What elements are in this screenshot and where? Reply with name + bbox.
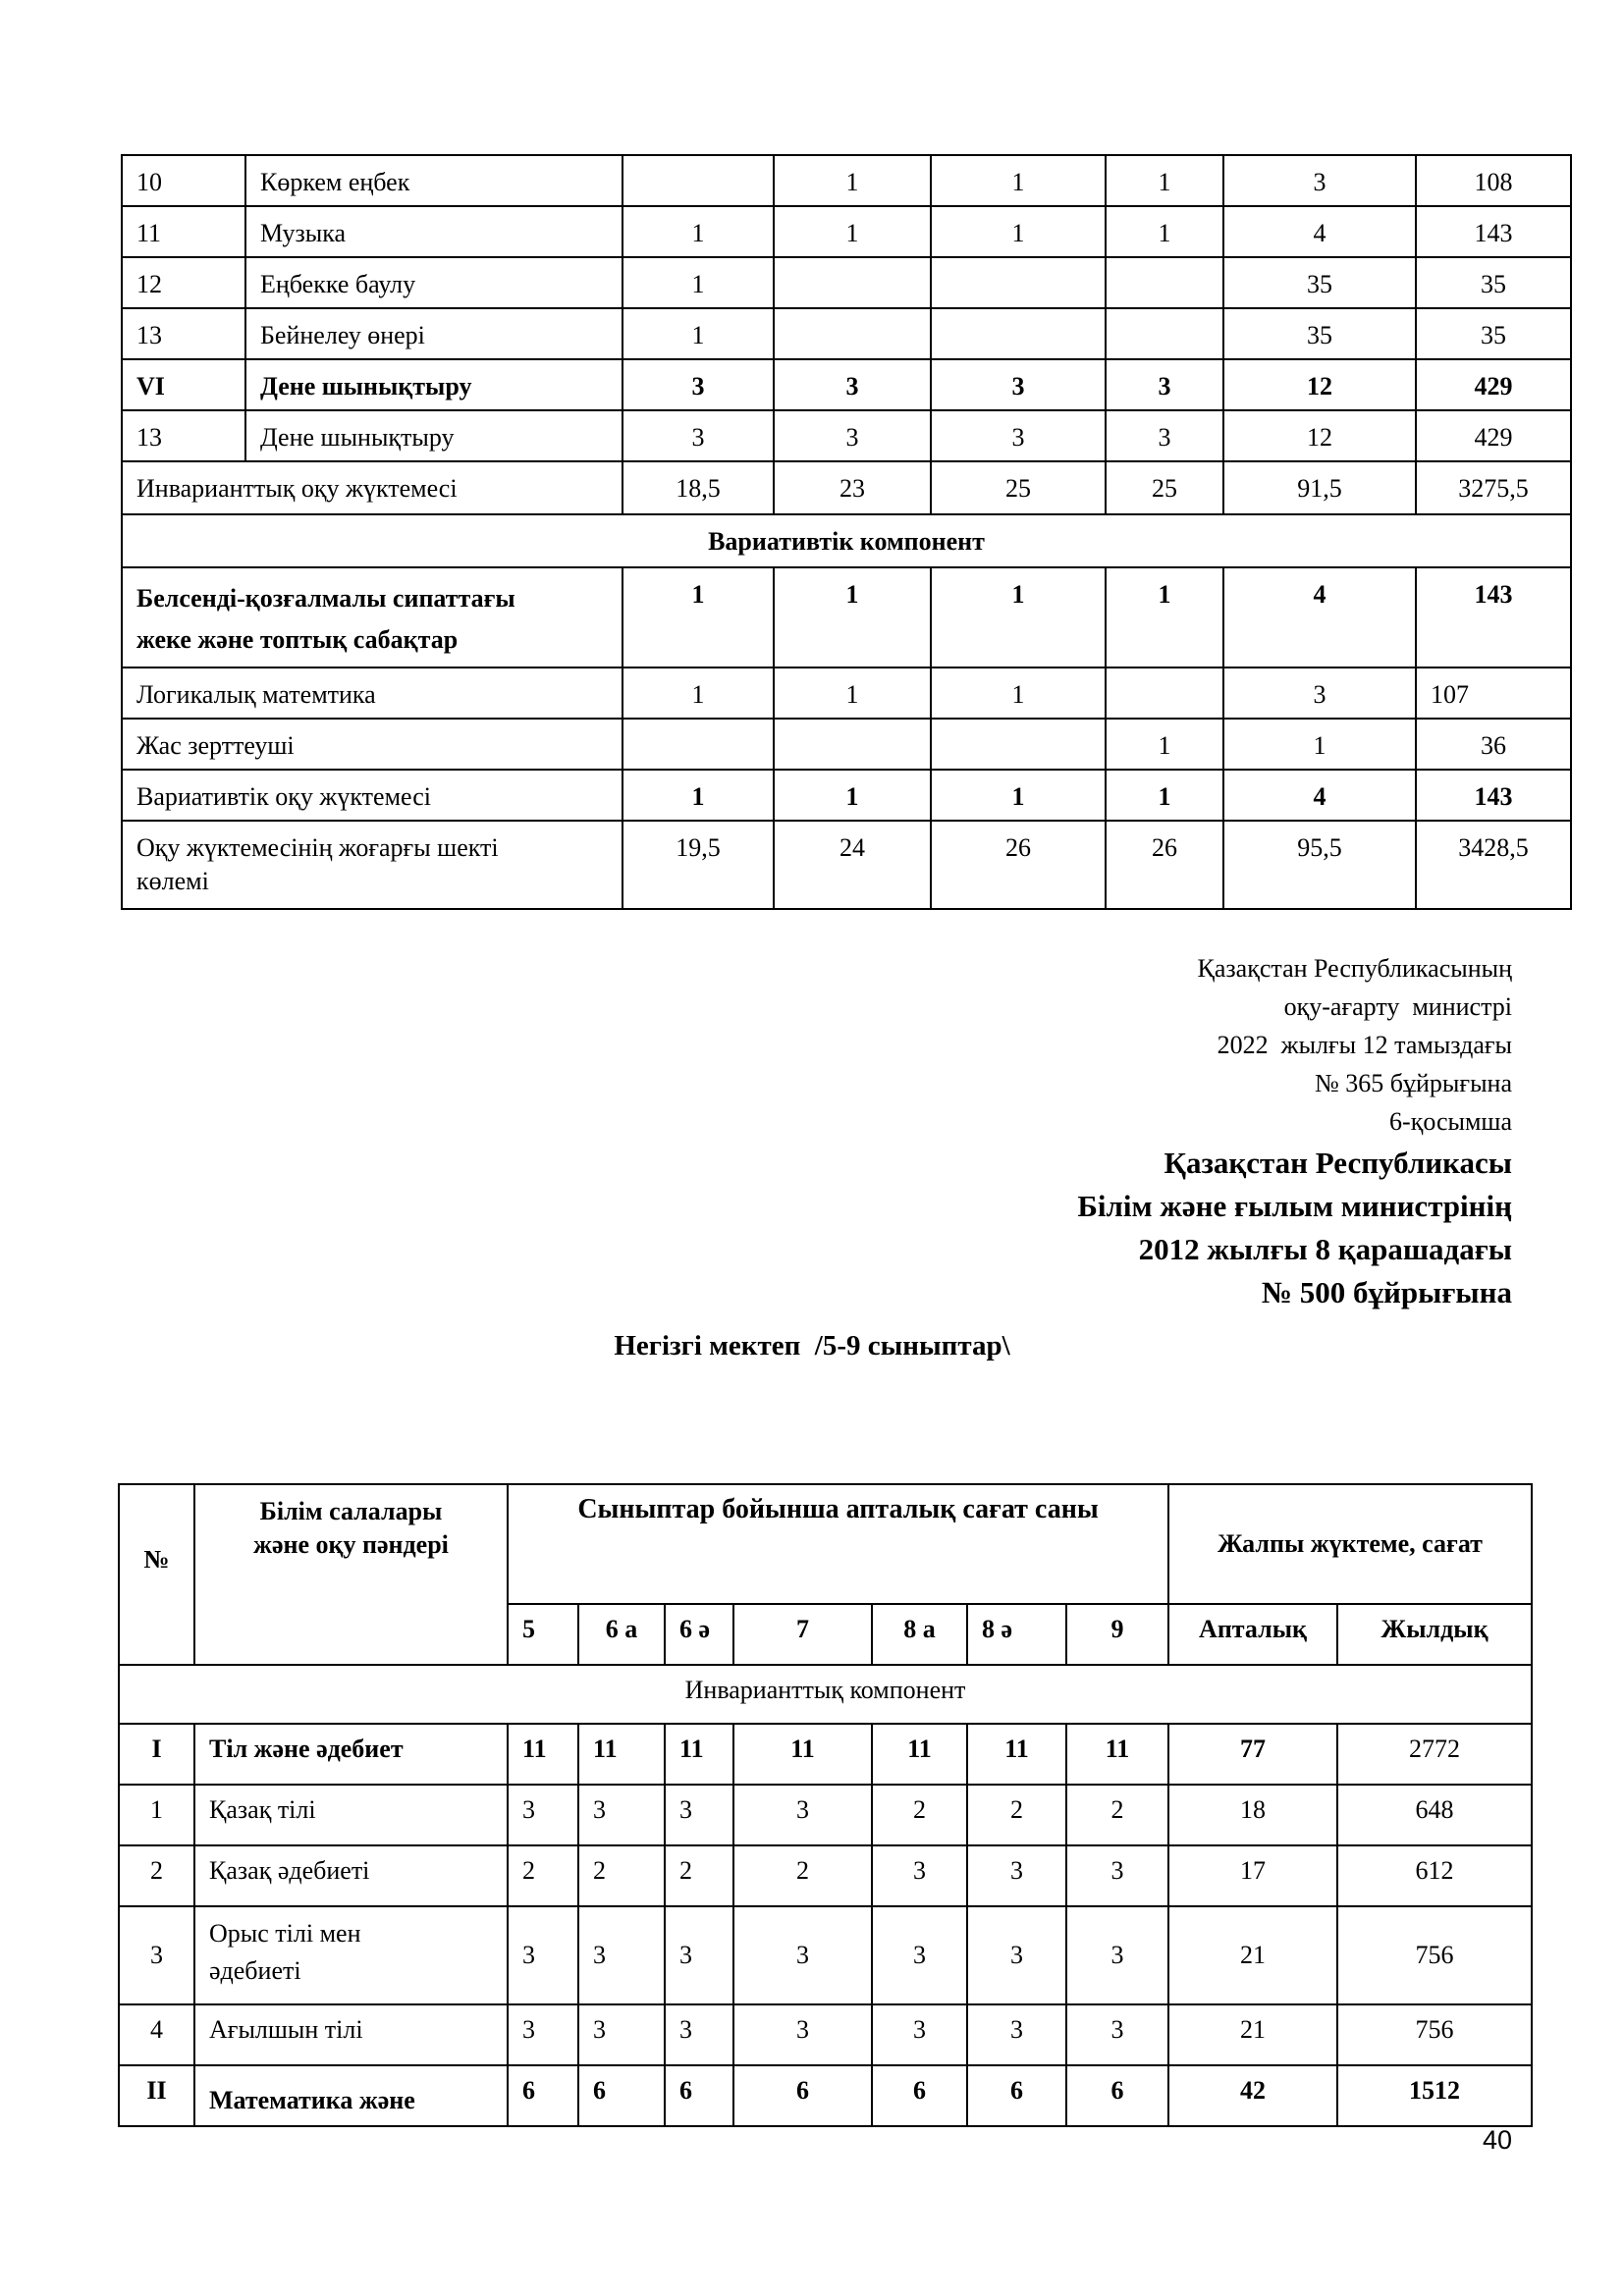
- hours-cell: 3: [1106, 410, 1223, 461]
- table-header-row: [119, 1484, 1532, 1604]
- subject-name: Қазақ әдебиеті: [194, 1845, 508, 1906]
- variative-load-row: [122, 770, 1571, 821]
- weekly-total: 42: [1168, 2065, 1337, 2126]
- table-row: [122, 719, 1571, 770]
- hours-cell: 3: [665, 1906, 733, 2004]
- row-number: 13: [122, 308, 245, 359]
- hours-cell: 3: [578, 1785, 665, 1845]
- weekly-total: 12: [1223, 410, 1416, 461]
- hours-cell: 3: [623, 410, 774, 461]
- row-number: 2: [119, 1845, 194, 1906]
- row-number: 10: [122, 155, 245, 206]
- weekly-header: Апталық: [1168, 1604, 1337, 1665]
- hours-cell: 11: [578, 1724, 665, 1785]
- weekly-total: 4: [1223, 567, 1416, 667]
- hours-cell: 1: [1106, 206, 1223, 257]
- label-line: Оқу жүктемесінің жоғарғы шекті: [136, 833, 499, 862]
- variative-subject: Логикалық матемтика: [122, 667, 623, 719]
- yearly-total: 143: [1416, 206, 1571, 257]
- hours-cell: [623, 155, 774, 206]
- hours-cell: 1: [774, 206, 931, 257]
- hours-cell: 26: [1106, 821, 1223, 909]
- hours-cell: 2: [508, 1845, 578, 1906]
- hours-cell: 1: [931, 567, 1106, 667]
- subject-line: әдебиеті: [209, 1956, 301, 1985]
- subject-line: Орыс тілі мен: [209, 1919, 361, 1948]
- hours-cell: 1: [774, 667, 931, 719]
- hours-cell: 23: [774, 461, 931, 514]
- notice-line: № 365 бұйрығына: [1314, 1069, 1512, 1097]
- subject-line: Белсенді-қозғалмалы сипаттағы: [136, 584, 515, 613]
- yearly-total: 756: [1337, 2004, 1532, 2065]
- hours-cell: 25: [931, 461, 1106, 514]
- table-row-section: [122, 359, 1571, 410]
- hours-cell: 26: [931, 821, 1106, 909]
- classes-header: Сыныптар бойынша апталық сағат саны: [508, 1484, 1168, 1604]
- hours-cell: 25: [1106, 461, 1223, 514]
- hours-cell: 3: [1106, 359, 1223, 410]
- hours-cell: 3: [872, 2004, 967, 2065]
- weekly-total: 35: [1223, 257, 1416, 308]
- hours-cell: 3: [1066, 2004, 1168, 2065]
- hours-cell: 6: [1066, 2065, 1168, 2126]
- hours-cell: 3: [733, 2004, 872, 2065]
- hours-cell: 1: [623, 257, 774, 308]
- hours-cell: 19,5: [623, 821, 774, 909]
- hours-cell: [774, 257, 931, 308]
- variative-load-label: Вариативтік оқу жүктемесі: [122, 770, 623, 821]
- grade-header: 8 а: [872, 1604, 967, 1665]
- hours-cell: [931, 308, 1106, 359]
- hours-cell: [1106, 667, 1223, 719]
- hours-cell: 3: [1066, 1845, 1168, 1906]
- subject-name: Дене шынықтыру: [245, 410, 623, 461]
- hours-cell: 11: [967, 1724, 1066, 1785]
- yearly-total: 648: [1337, 1785, 1532, 1845]
- yearly-total: 143: [1416, 567, 1571, 667]
- yearly-total: 108: [1416, 155, 1571, 206]
- hours-cell: 3: [733, 1906, 872, 2004]
- table-row-section: [119, 2065, 1532, 2126]
- invariant-component-header: Инварианттық компонент: [119, 1665, 1532, 1724]
- label-line: көлемі: [136, 867, 209, 895]
- hours-cell: 1: [1106, 770, 1223, 821]
- hours-cell: 3: [967, 1906, 1066, 2004]
- hours-cell: [931, 719, 1106, 770]
- hours-cell: [1106, 308, 1223, 359]
- yearly-header: Жылдық: [1337, 1604, 1532, 1665]
- hours-cell: 1: [623, 308, 774, 359]
- subject-name: Еңбекке баулу: [245, 257, 623, 308]
- hours-cell: 3: [967, 1845, 1066, 1906]
- yearly-total: 612: [1337, 1845, 1532, 1906]
- hours-cell: 6: [967, 2065, 1066, 2126]
- hours-cell: 3: [872, 1906, 967, 2004]
- hours-cell: 2: [665, 1845, 733, 1906]
- page-title: Негізгі мектеп /5-9 сыныптар\: [614, 1330, 1010, 1362]
- variative-header-row: [122, 514, 1571, 567]
- weekly-total: 77: [1168, 1724, 1337, 1785]
- annex-notice: [1198, 949, 1512, 1141]
- subject-name: Ағылшын тілі: [194, 2004, 508, 2065]
- hours-cell: 6: [872, 2065, 967, 2126]
- section-number: II: [119, 2065, 194, 2126]
- yearly-total: 429: [1416, 359, 1571, 410]
- decree-reference: [1077, 1142, 1512, 1314]
- hours-cell: 3: [665, 1785, 733, 1845]
- section-name: Дене шынықтыру: [245, 359, 623, 410]
- grade-header: 9: [1066, 1604, 1168, 1665]
- subject-line: жеке және топтық сабақтар: [136, 625, 459, 654]
- hours-cell: 3: [578, 1906, 665, 2004]
- variative-subject: Жас зерттеуші: [122, 719, 623, 770]
- weekly-total: 17: [1168, 1845, 1337, 1906]
- hours-cell: 1: [774, 155, 931, 206]
- hours-cell: 3: [774, 359, 931, 410]
- decree-line: 2012 жылғы 8 қарашадағы: [1138, 1232, 1512, 1266]
- weekly-total: 91,5: [1223, 461, 1416, 514]
- row-number: 11: [122, 206, 245, 257]
- weekly-total: 21: [1168, 1906, 1337, 2004]
- row-number: 1: [119, 1785, 194, 1845]
- yearly-total: 756: [1337, 1906, 1532, 2004]
- invariant-load-row: [122, 461, 1571, 514]
- hours-cell: 3: [508, 2004, 578, 2065]
- section-number: I: [119, 1724, 194, 1785]
- yearly-total: 36: [1416, 719, 1571, 770]
- table-row: [122, 206, 1571, 257]
- hours-cell: 1: [623, 567, 774, 667]
- hours-cell: 2: [967, 1785, 1066, 1845]
- subject-header: [194, 1484, 508, 1665]
- hours-cell: 1: [1106, 719, 1223, 770]
- table-row-section: [122, 567, 1571, 667]
- hours-cell: 2: [1066, 1785, 1168, 1845]
- table-row: [119, 2004, 1532, 2065]
- hours-cell: 3: [774, 410, 931, 461]
- hours-cell: 2: [578, 1845, 665, 1906]
- hours-cell: 3: [872, 1845, 967, 1906]
- notice-line: 2022 жылғы 12 тамыздағы: [1217, 1031, 1512, 1059]
- hours-cell: 1: [931, 770, 1106, 821]
- hours-cell: 1: [931, 155, 1106, 206]
- section-name: Тіл және әдебиет: [194, 1724, 508, 1785]
- variative-component-header: Вариативтік компонент: [122, 514, 1571, 567]
- notice-line: Қазақстан Республикасының: [1197, 954, 1512, 983]
- hours-cell: 3: [931, 359, 1106, 410]
- hours-cell: 1: [931, 206, 1106, 257]
- hours-cell: 11: [872, 1724, 967, 1785]
- yearly-total: 107: [1416, 667, 1571, 719]
- grade-header: 8 ә: [967, 1604, 1066, 1665]
- hours-cell: 3: [665, 2004, 733, 2065]
- row-number: 12: [122, 257, 245, 308]
- weekly-total: 95,5: [1223, 821, 1416, 909]
- max-load-row: [122, 821, 1571, 909]
- hours-cell: 6: [665, 2065, 733, 2126]
- weekly-total: 3: [1223, 155, 1416, 206]
- hours-cell: 2: [733, 1845, 872, 1906]
- subject-name: Көркем еңбек: [245, 155, 623, 206]
- hours-cell: 1: [774, 770, 931, 821]
- max-load-label: [122, 821, 623, 909]
- section-name: Математика және: [194, 2065, 508, 2126]
- subject-name: Музыка: [245, 206, 623, 257]
- header-line: және оқу пәндері: [253, 1530, 449, 1559]
- hours-cell: [623, 719, 774, 770]
- table-row: [119, 1845, 1532, 1906]
- total-load-header: Жалпы жүктеме, сағат: [1168, 1484, 1532, 1604]
- page-number: 40: [1482, 2125, 1512, 2155]
- hours-cell: [774, 719, 931, 770]
- weekly-total: 12: [1223, 359, 1416, 410]
- hours-cell: 11: [665, 1724, 733, 1785]
- invariant-header-row: [119, 1665, 1532, 1724]
- decree-line: Қазақстан Республикасы: [1164, 1146, 1512, 1180]
- hours-cell: [774, 308, 931, 359]
- grade-header: 6 ә: [665, 1604, 733, 1665]
- invariant-load-label: Инварианттық оқу жүктемесі: [122, 461, 623, 514]
- hours-cell: 3: [1066, 1906, 1168, 2004]
- yearly-total: 143: [1416, 770, 1571, 821]
- hours-cell: 3: [967, 2004, 1066, 2065]
- weekly-total: 4: [1223, 770, 1416, 821]
- curriculum-table-continued: [121, 154, 1572, 910]
- basic-school-curriculum-table: [118, 1483, 1533, 2127]
- hours-cell: [1106, 257, 1223, 308]
- decree-line: Білім және ғылым министрінің: [1077, 1189, 1512, 1223]
- hours-cell: 1: [931, 667, 1106, 719]
- weekly-total: 18: [1168, 1785, 1337, 1845]
- notice-line: оқу-ағарту министрі: [1283, 992, 1512, 1021]
- hours-cell: 1: [623, 770, 774, 821]
- yearly-total: 35: [1416, 257, 1571, 308]
- yearly-total: 3428,5: [1416, 821, 1571, 909]
- hours-cell: 11: [733, 1724, 872, 1785]
- row-number: 3: [119, 1906, 194, 2004]
- hours-cell: 6: [508, 2065, 578, 2126]
- hours-cell: 1: [623, 206, 774, 257]
- yearly-total: 429: [1416, 410, 1571, 461]
- hours-cell: 1: [774, 567, 931, 667]
- hours-cell: 1: [1106, 155, 1223, 206]
- decree-line: № 500 бұйрығына: [1261, 1275, 1512, 1309]
- weekly-total: 3: [1223, 667, 1416, 719]
- subject-name: Қазақ тілі: [194, 1785, 508, 1845]
- hours-cell: 11: [1066, 1724, 1168, 1785]
- weekly-total: 35: [1223, 308, 1416, 359]
- hours-cell: 1: [1106, 567, 1223, 667]
- variative-subject: [122, 567, 623, 667]
- hours-cell: 3: [578, 2004, 665, 2065]
- table-row-section: [119, 1724, 1532, 1785]
- table-row: [122, 155, 1571, 206]
- subject-name: [194, 1906, 508, 2004]
- weekly-total: 1: [1223, 719, 1416, 770]
- weekly-total: 4: [1223, 206, 1416, 257]
- subject-name: Бейнелеу өнері: [245, 308, 623, 359]
- table-row: [122, 410, 1571, 461]
- hours-cell: 3: [508, 1906, 578, 2004]
- number-header: №: [119, 1484, 194, 1665]
- table-row: [122, 667, 1571, 719]
- hours-cell: 24: [774, 821, 931, 909]
- hours-cell: 3: [733, 1785, 872, 1845]
- header-line: Білім салалары: [259, 1497, 443, 1525]
- grade-header: 5: [508, 1604, 578, 1665]
- hours-cell: 18,5: [623, 461, 774, 514]
- section-number: VI: [122, 359, 245, 410]
- grade-header: 6 а: [578, 1604, 665, 1665]
- hours-cell: [931, 257, 1106, 308]
- yearly-total: 2772: [1337, 1724, 1532, 1785]
- yearly-total: 1512: [1337, 2065, 1532, 2126]
- notice-line: 6-қосымша: [1389, 1107, 1512, 1136]
- hours-cell: 3: [508, 1785, 578, 1845]
- weekly-total: 21: [1168, 2004, 1337, 2065]
- hours-cell: 3: [931, 410, 1106, 461]
- table-row: [122, 257, 1571, 308]
- table-row: [122, 308, 1571, 359]
- hours-cell: 6: [578, 2065, 665, 2126]
- row-number: 13: [122, 410, 245, 461]
- yearly-total: 35: [1416, 308, 1571, 359]
- table-row: [119, 1785, 1532, 1845]
- hours-cell: 2: [872, 1785, 967, 1845]
- hours-cell: 1: [623, 667, 774, 719]
- hours-cell: 6: [733, 2065, 872, 2126]
- hours-cell: 11: [508, 1724, 578, 1785]
- table-row: [119, 1906, 1532, 2004]
- yearly-total: 3275,5: [1416, 461, 1571, 514]
- hours-cell: 3: [623, 359, 774, 410]
- row-number: 4: [119, 2004, 194, 2065]
- grade-header: 7: [733, 1604, 872, 1665]
